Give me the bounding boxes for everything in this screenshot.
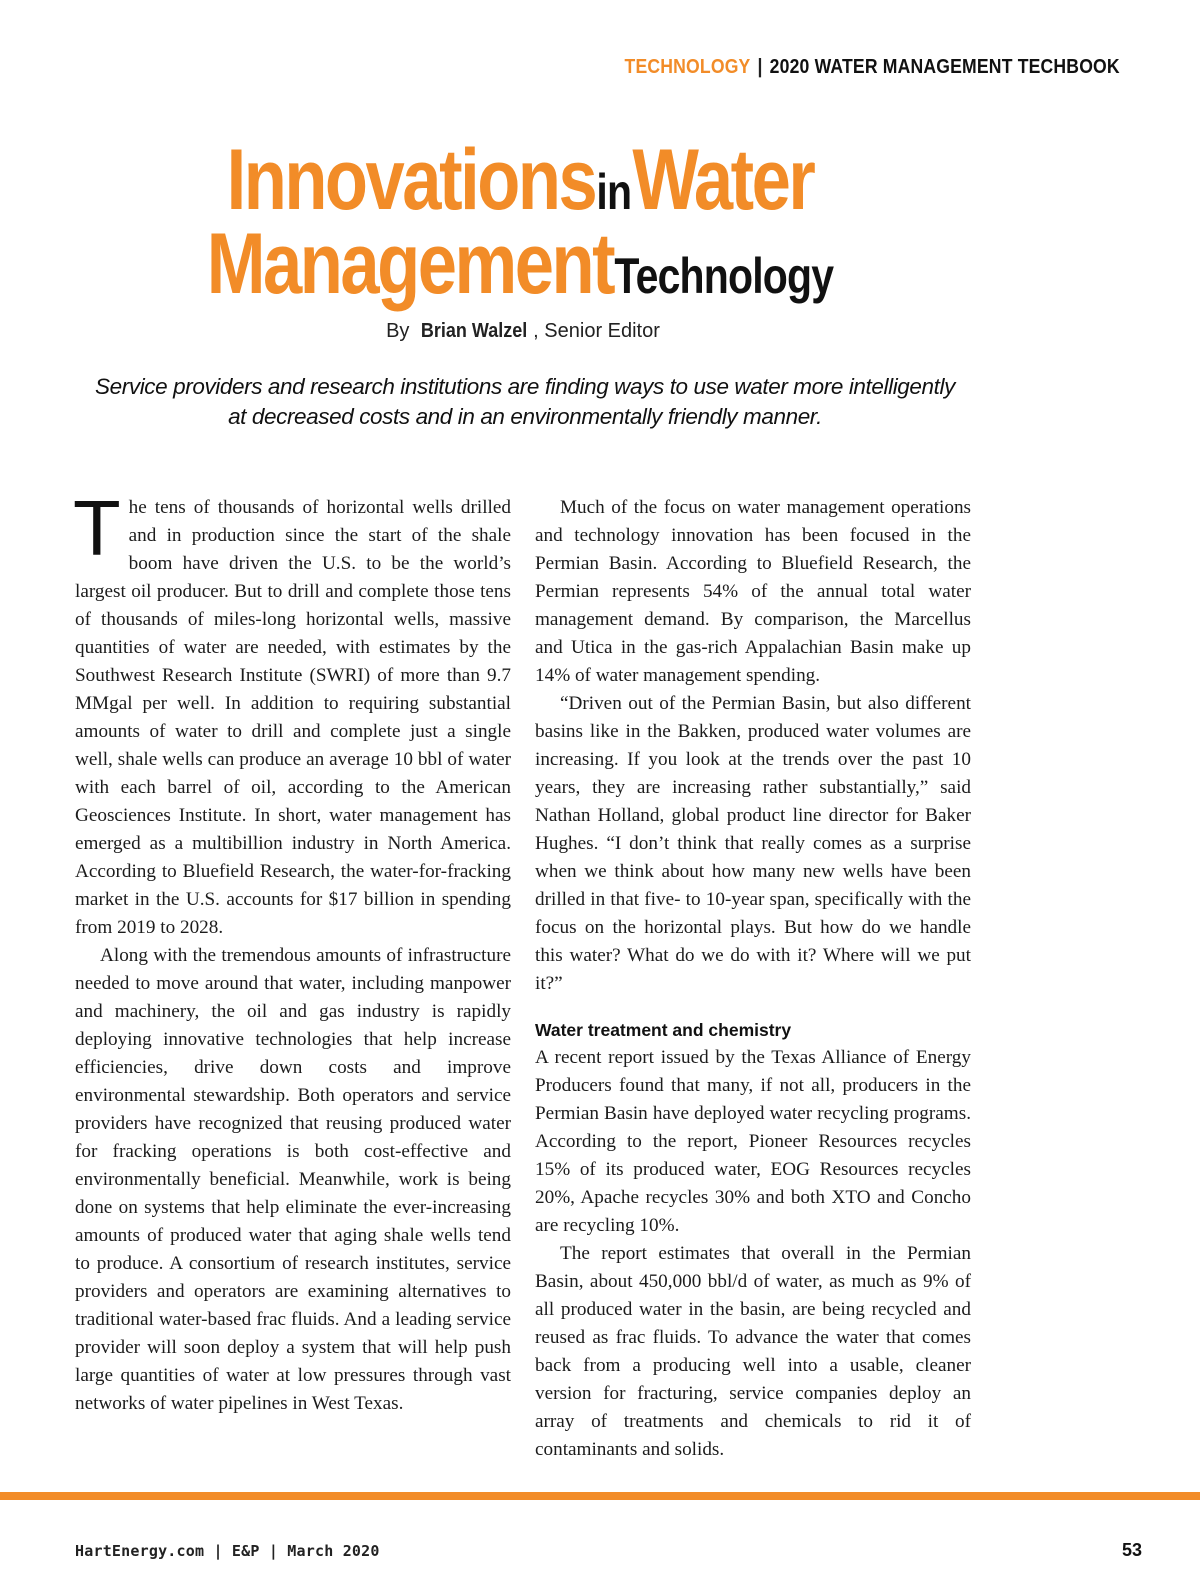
article-column-right <box>535 494 971 1464</box>
article-paragraph: Along with the tremendous amounts of infrastructure needed to move around that water, including manpower and machinery, the oil and gas industry is rapidly deploying innovative technologies that help increase efficiencies, drive down costs and improve environmental stewardship. Both operators and service providers have recognized that reusing produced water for fracking operations is both cost-effective and environmentally beneficial. Meanwhile, work is being done on systems that help eliminate the ever-increasing amounts of produced water that aging shale wells tend to produce. A consortium of research institutes, service providers and operators are examining alternatives to traditional water-based frac fluids. And a leading service provider will soon deploy a system that will help push large quantities of water at low pressures through vast networks of water pipelines in West Texas. <box>75 945 511 1414</box>
title-line-1 <box>94 132 947 228</box>
drop-cap: T <box>73 484 121 572</box>
header-book-title: 2020 WATER MANAGEMENT TECHBOOK <box>769 56 1120 78</box>
article-paragraph: The report estimates that overall in the Permian Basin, about 450,000 bbl/d of water, as much as 9% of all produced water in the basin, are being recycled and reused as frac fluids. To advance the water that comes back from a producing well into a usable, cleaner version for fracturing, service companies deploy an array of treatments and chemicals to rid it of contaminants and solids. <box>535 1243 971 1460</box>
footer-rule <box>0 1492 1200 1500</box>
title-word-technology: Technology <box>614 248 834 305</box>
byline-prefix: By <box>386 320 410 342</box>
running-header <box>625 56 1120 79</box>
title-word-in: in <box>596 164 632 220</box>
article-deck: Service providers and research institutions are finding ways to use water more intelligently at decreased costs and in an environmentally friendly manner. <box>95 374 955 429</box>
article-paragraph: Much of the focus on water management operations and technology innovation has been focused in the Permian Basin. According to Bluefield Research, the Permian represents 54% of the annual total water management demand. By comparison, the Marcellus and Utica in the gas-rich Appalachian Basin make up 14% of water management spending. <box>535 497 971 686</box>
article-paragraph: A recent report issued by the Texas Alliance of Energy Producers found that many, if not all, producers in the Permian Basin have deployed water recycling programs. According to the report, Pioneer Resources recycles 15% of its produced water, EOG Resources recycles 20%, Apache recycles 30% and both XTO and Concho are recycling 10%. <box>535 1047 971 1236</box>
article-title <box>94 132 947 313</box>
paragraph-text: he tens of thousands of horizontal wells drilled and in production since the start of the shale boom have driven the U.S. to be the world’s largest oil producer. But to drill and complete those tens of thousands of miles-long horizontal wells, massive quantities of water are needed, with estimates by the Southwest Research Institute (SWRI) of more than 9.7 MMgal per well. In addition to requiring substantial amounts of water to drill and complete just a single well, shale wells can produce an average 10 bbl of water with each barrel of oil, according to the American Geosciences Institute. In short, water management has emerged as a multibillion industry in North America. According to Bluefield Research, the water-for-fracking market in the U.S. accounts for $17 billion in spending from 2019 to 2028. <box>75 497 511 938</box>
title-line-2 <box>94 216 947 313</box>
byline-role: , Senior Editor <box>533 320 660 342</box>
article-paragraph: “Driven out of the Permian Basin, but also different basins like in the Bakken, produced water volumes are increasing. If you look at the trends over the past 10 years, they are increasing rather substantially,” said Nathan Holland, global product line director for Baker Hughes. “I don’t think that really comes as a surprise when we think about how many new wells have been drilled in that five- to 10-year span, specifically with the focus on the horizontal plays. But how do we handle this water? What do we do with it? Where will we put it?” <box>535 693 971 994</box>
byline-author: Brian Walzel <box>420 320 528 342</box>
title-word-innovations: Innovations <box>226 132 596 228</box>
title-word-water: Water <box>632 132 814 228</box>
article-column-left <box>73 484 511 1418</box>
title-word-management: Management <box>206 216 614 313</box>
article-paragraph <box>73 484 511 942</box>
header-separator: | <box>757 56 763 78</box>
header-section: TECHNOLOGY <box>624 56 751 78</box>
footer-text: HartEnergy.com | E&P | March 2020 <box>75 1542 380 1560</box>
section-subhead: Water treatment and chemistry <box>535 1020 792 1040</box>
byline <box>0 320 1046 343</box>
page-number: 53 <box>1121 1540 1142 1560</box>
